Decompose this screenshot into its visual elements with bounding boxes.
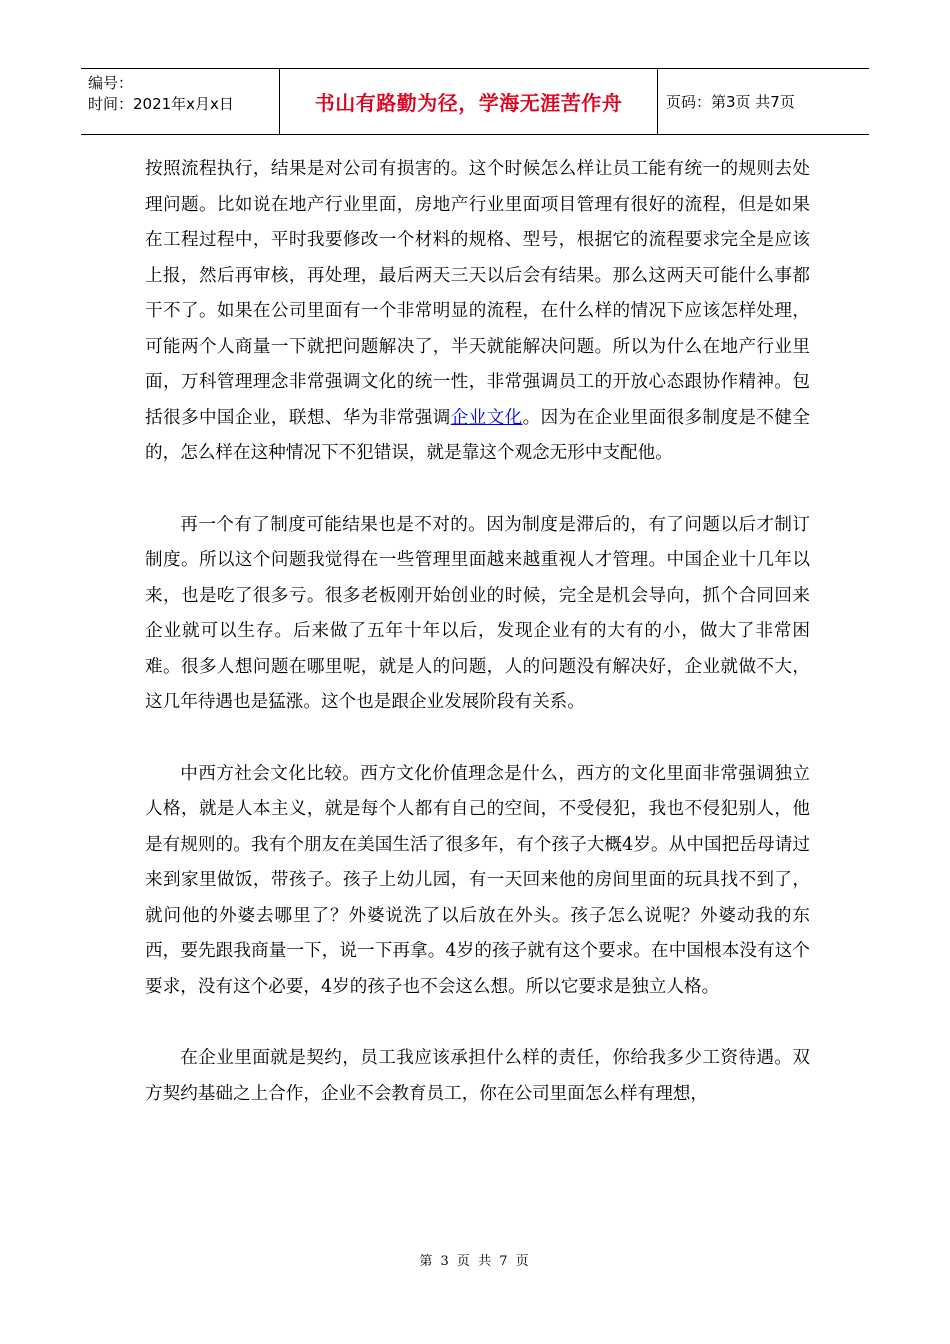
paragraph-1-text-a: 按照流程执行，结果是对公司有损害的。这个时候怎么样让员工能有统一的规则去处理问题。比如说在地产行业里面，房地产行业里面项目管理有很好的流程，但是如果在工程过程中，平时我要修改一个材料的规格、型号，根据它的流程要求完全是应该上报，然后再审核，再处理，最后两天三天以后会有结果。那么这两天可能什么事都干不了。如果在公司里面有一个非常明显的流程，在什么样的情况下应该怎样处理，可能两个人商量一下就把问题解决了，半天就能解决问题。所以为什么在地产行业里面，万科管理理念非常强调文化的统一性，非常强调员工的开放心态跟协作精神。包括很多中国企业，联想、华为非常强调	[145, 159, 810, 428]
header-meta-cell	[81, 69, 280, 134]
document-body	[145, 152, 810, 1148]
paragraph-1-text-b: 。因为在企业里面很多制度是不健全的，怎么样在这种情况下不犯错误，就是靠这个观念无形中支配他。	[145, 407, 810, 463]
paragraph-4: 在企业里面就是契约，员工我应该承担什么样的责任，你给我多少工资待遇。双方契约基础之上合作，企业不会教育员工，你在公司里面怎么样有理想，	[145, 1048, 810, 1104]
page-footer: 第 3 页 共 7 页	[419, 1254, 531, 1269]
enterprise-culture-link[interactable]: 企业文化	[450, 407, 523, 428]
paragraph-2: 再一个有了制度可能结果也是不对的。因为制度是滞后的，有了问题以后才制订制度。所以这个问题我觉得在一些管理里面越来越重视人才管理。中国企业十几年以来，也是吃了很多亏。很多老板刚开始创业的时候，完全是机会导向，抓个合同回来企业就可以生存。后来做了五年十年以后，发现企业有的大有的小，做大了非常困难。很多人想问题在哪里呢，就是人的问题，人的问题没有解决好，企业就做不大，这几年待遇也是猛涨。这个也是跟企业发展阶段有关系。	[145, 514, 810, 712]
paragraph-1	[145, 152, 810, 472]
paragraph-3: 中西方社会文化比较。西方文化价值理念是什么，西方的文化里面非常强调独立人格，就是人本主义，就是每个人都有自己的空间，不受侵犯，我也不侵犯别人，他是有规则的。我有个朋友在美国生活了很多年，有个孩子大概4岁。从中国把岳母请过来到家里做饭，带孩子。孩子上幼儿园，有一天回来他的房间里面的玩具找不到了，就问他的外婆去哪里了？外婆说洗了以后放在外头。孩子怎么说呢？外婆动我的东西，要先跟我商量一下，说一下再拿。4岁的孩子就有这个要求。在中国根本没有这个要求，没有这个必要，4岁的孩子也不会这么想。所以它要求是独立人格。	[145, 763, 810, 997]
header-page-code: 页码：第3页 共7页	[666, 93, 795, 111]
document-time-label: 时间：2021年x月x日	[88, 95, 234, 113]
document-header	[81, 68, 869, 135]
header-motto: 书山有路勤为径，学海无涯苦作舟	[280, 69, 658, 134]
document-number-label: 编号：	[88, 74, 134, 92]
